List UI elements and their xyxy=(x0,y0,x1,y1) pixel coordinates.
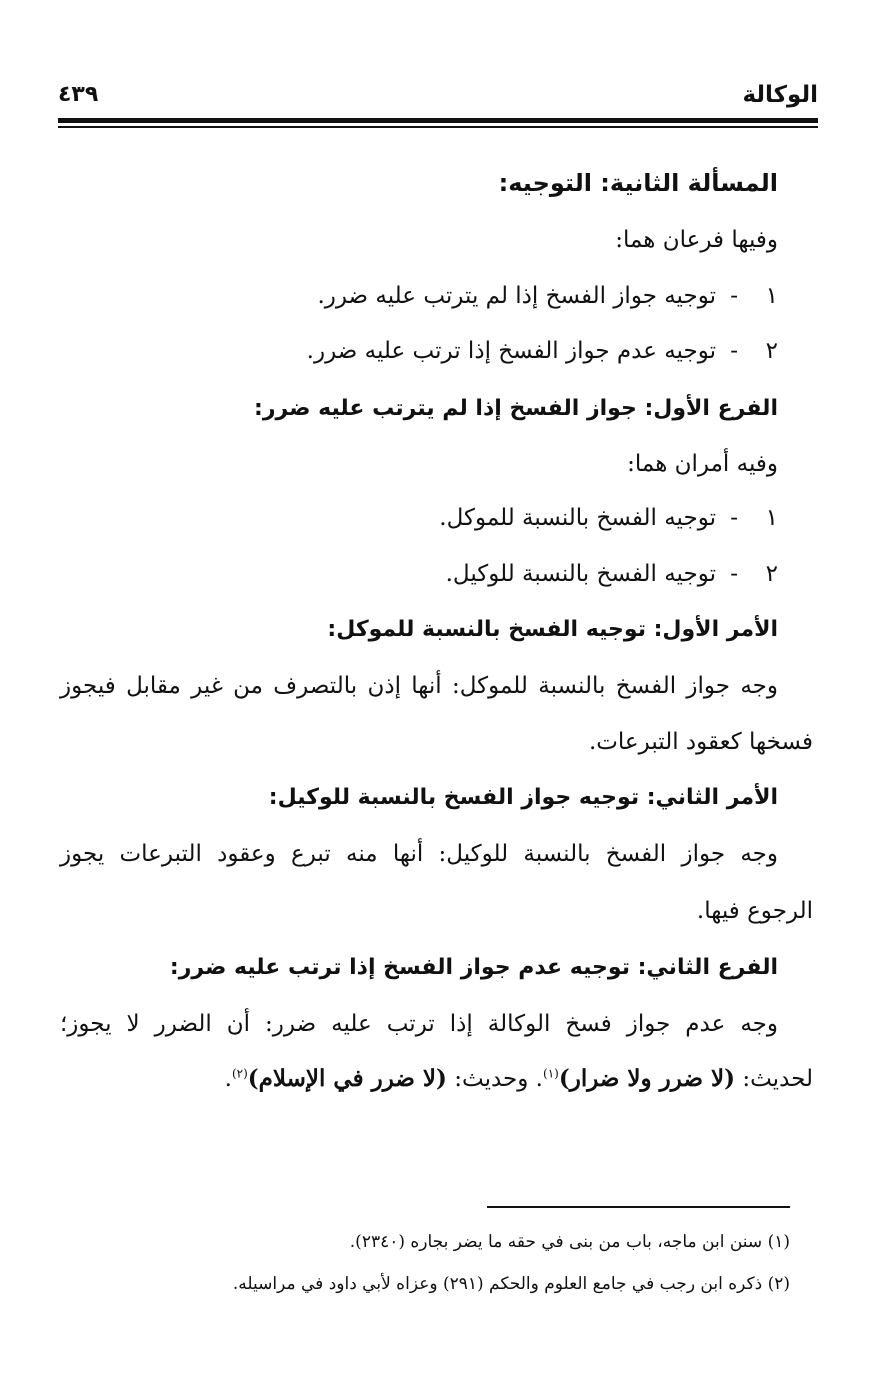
matter2-line2: الرجوع فيها. xyxy=(696,898,813,924)
text-run: . xyxy=(224,1066,232,1092)
item-text: توجيه عدم جواز الفسخ إذا ترتب عليه ضرر. xyxy=(306,338,716,364)
text-run: لحديث: xyxy=(742,1066,813,1092)
footnote: (١) سنن ابن ماجه، باب من بنى في حقه ما يضر بجاره (٢٣٤٠). xyxy=(349,1232,790,1252)
list-item xyxy=(439,504,778,534)
branch1-title: الفرع الأول: جواز الفسخ إذا لم يترتب عليه ضرر: xyxy=(254,396,778,421)
item-number: ٢ xyxy=(765,338,778,364)
list-item xyxy=(307,337,778,367)
item-dash: - xyxy=(730,561,738,587)
list-item xyxy=(317,282,778,312)
running-header xyxy=(58,82,818,116)
branch2-line2 xyxy=(225,1064,813,1095)
branch2-title: الفرع الثاني: توجيه عدم جواز الفسخ إذا ترتب عليه ضرر: xyxy=(169,955,778,980)
item-text: توجيه الفسخ بالنسبة للوكيل. xyxy=(445,561,716,587)
chapter-title: الوكالة xyxy=(742,82,818,108)
item-number: ١ xyxy=(765,505,778,531)
item-dash: - xyxy=(730,338,738,364)
section-title: المسألة الثانية: التوجيه: xyxy=(498,169,778,197)
header-rule-thin xyxy=(58,126,818,128)
matter1-title: الأمر الأول: توجيه الفسخ بالنسبة للموكل: xyxy=(327,617,778,642)
item-dash: - xyxy=(730,283,738,309)
footnote-separator xyxy=(487,1206,790,1208)
matter1-line2: فسخها كعقود التبرعات. xyxy=(588,729,813,755)
page-number: ٤٣٩ xyxy=(58,82,99,107)
item-number: ١ xyxy=(765,283,778,309)
text-run: . وحديث: xyxy=(454,1066,543,1092)
footnote-ref: (١) xyxy=(543,1066,559,1081)
matter1-line1: وجه جواز الفسخ بالنسبة للموكل: أنها إذن بالتصرف من غير مقابل فيجوز xyxy=(60,673,778,699)
item-dash: - xyxy=(730,505,738,531)
matter2-line1: وجه جواز الفسخ بالنسبة للوكيل: أنها منه تبرع وعقود التبرعات يجوز xyxy=(60,841,778,867)
hadith-quote: (لا ضرر ولا ضرار) xyxy=(558,1065,736,1092)
intro-text: وفيها فرعان هما: xyxy=(615,227,778,253)
list-item xyxy=(446,560,778,590)
item-number: ٢ xyxy=(765,561,778,587)
branch2-line1: وجه عدم جواز فسخ الوكالة إذا ترتب عليه ضرر: أن الضرر لا يجوز؛ xyxy=(60,1011,778,1037)
matter2-title: الأمر الثاني: توجيه جواز الفسخ بالنسبة للوكيل: xyxy=(268,785,778,810)
footnote: (٢) ذكره ابن رجب في جامع العلوم والحكم (٢٩١) وعزاه لأبي داود في مراسيله. xyxy=(232,1274,790,1294)
item-text: توجيه جواز الفسخ إذا لم يترتب عليه ضرر. xyxy=(317,283,716,309)
footnote-ref: (٢) xyxy=(231,1066,248,1081)
hadith-quote: (لا ضرر في الإسلام) xyxy=(247,1065,447,1092)
branch1-intro: وفيه أمران هما: xyxy=(627,451,778,477)
item-text: توجيه الفسخ بالنسبة للموكل. xyxy=(439,505,716,531)
header-rule-thick xyxy=(58,118,818,123)
